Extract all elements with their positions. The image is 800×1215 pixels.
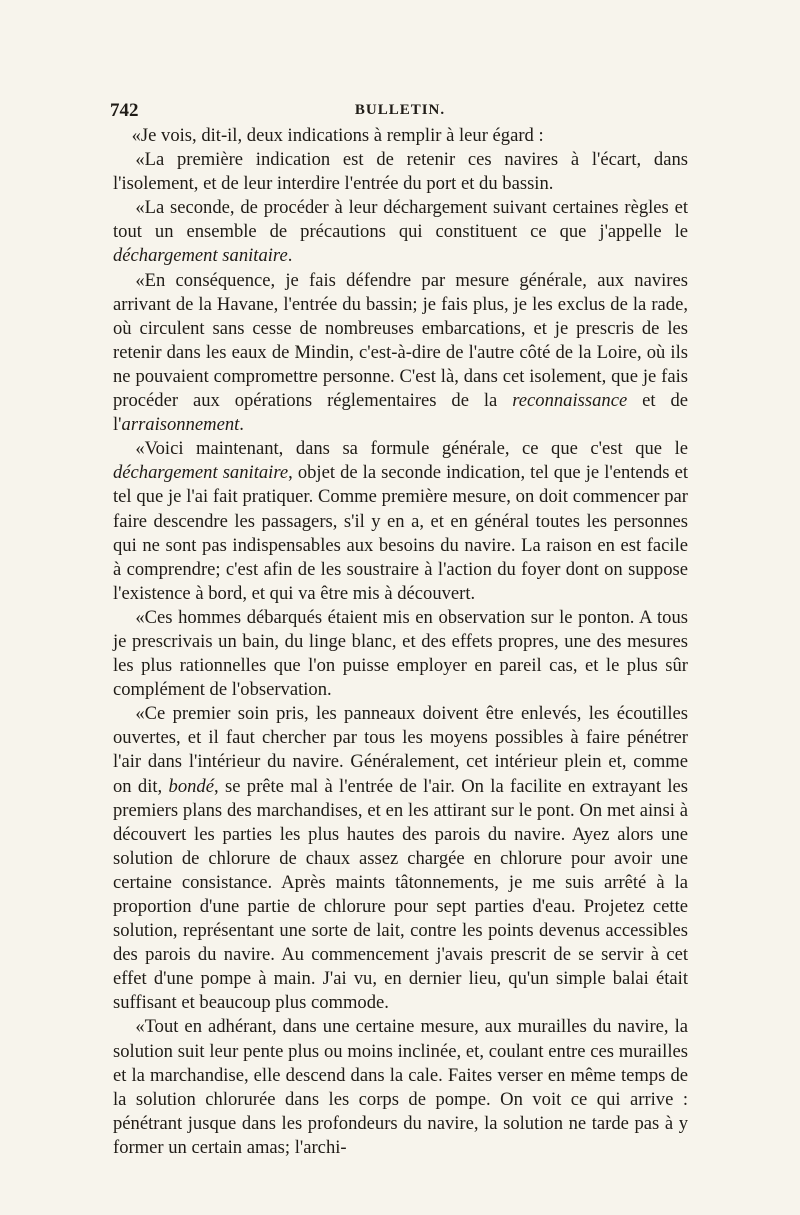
paragraph: «La seconde, de procéder à leur déchargement suivant certaines règles et tout un ensemble de précautions qui constituent ce que j'appelle le déchargement sanitaire.: [113, 197, 688, 267]
italic-term: déchargement sanitaire: [113, 462, 289, 484]
paragraph: «La première indication est de retenir ces navires à l'écart, dans l'isolement, et de leur interdire l'entrée du port et du bassin.: [113, 149, 688, 195]
running-title: BULLETIN.: [354, 102, 446, 118]
italic-term: reconnaissance: [512, 390, 628, 412]
paragraph: «Ces hommes débarqués étaient mis en observation sur le ponton. A tous je prescrivais un bain, du linge blanc, et des effets propres, une des mesures les plus rationnelles que l'on puisse employer en pareil cas, et le plus sûr complément de l'observation.: [113, 606, 688, 701]
page-header: [110, 100, 690, 126]
italic-term: bondé: [168, 775, 214, 797]
page-number: 742: [110, 100, 139, 121]
paragraph: «En conséquence, je fais défendre par mesure générale, aux navires arrivant de la Havane, l'entrée du bassin; je fais plus, je les exclus de la rade, où circulent sans cesse de nombreuses embarcations, et je prescris de les retenir dans les eaux de Mindin, c'est-à-dire de l'autre côté de la Loire, où ils ne pouvaient compromettre personne. C'est là, dans cet isolement, que je fais procéder aux opérations réglementaires de la reconnaissance et de l'arraisonnement.: [113, 269, 688, 436]
italic-term: arraisonnement: [121, 414, 240, 436]
paragraph: «Je vois, dit-il, deux indications à remplir à leur égard :: [131, 125, 544, 146]
paragraph: «Ce premier soin pris, les panneaux doivent être enlevés, les écoutilles ouvertes, et il faut chercher par tous les moyens possibles à faire pénétrer l'air dans l'intérieur du navire. Généralement, cet intérieur plein et, comme on dit, bondé, se prête mal à l'entrée de l'air. On la facilite en extrayant les premiers plans des marchandises, et en les attirant sur le pont. On met ainsi à découvert les parties les plus hautes des parois du navire. Ayez alors une solution de chlorure de chaux assez chargée en chlorure pour avoir une certaine consistance. Après maints tâtonnements, je me suis arrêté à la proportion d'une partie de chlorure pour sept parties d'eau. Projetez cette solution, représentant une sorte de lait, contre les points devenus accessibles des parois du navire. Au commencement j'avais prescrit de se servir à cet effet d'une pompe à main. J'ai vu, en dernier lieu, qu'un simple balai était suffisant et beaucoup plus commode.: [113, 703, 688, 1014]
paragraph: «Voici maintenant, dans sa formule générale, ce que c'est que le déchargement sanitaire, objet de la seconde indication, tel que je l'entends et tel que je l'ai fait pratiquer. Comme première mesure, on doit commencer par faire descendre les passagers, s'il y en a, et en général toutes les personnes qui ne sont pas indispensables aux besoins du navire. La raison en est facile à comprendre; c'est afin de les soustraire à l'action du foyer dont on suppose l'existence à bord, et qui va être mis à découvert.: [113, 438, 688, 604]
text-body: [113, 124, 688, 1160]
italic-term: déchargement sanitaire: [113, 245, 288, 267]
paragraph: «Tout en adhérant, dans une certaine mesure, aux murailles du navire, la solution suit leur pente plus ou moins inclinée, et, coulant entre ces murailles et la marchandise, elle descend dans la cale. Faites verser en même temps de la solution chlorurée dans les corps de pompe. On voit ce qui arrive : pénétrant jusque dans les profondeurs du navire, la solution ne tarde pas à y former un certain amas; l'archi-: [113, 1016, 688, 1158]
